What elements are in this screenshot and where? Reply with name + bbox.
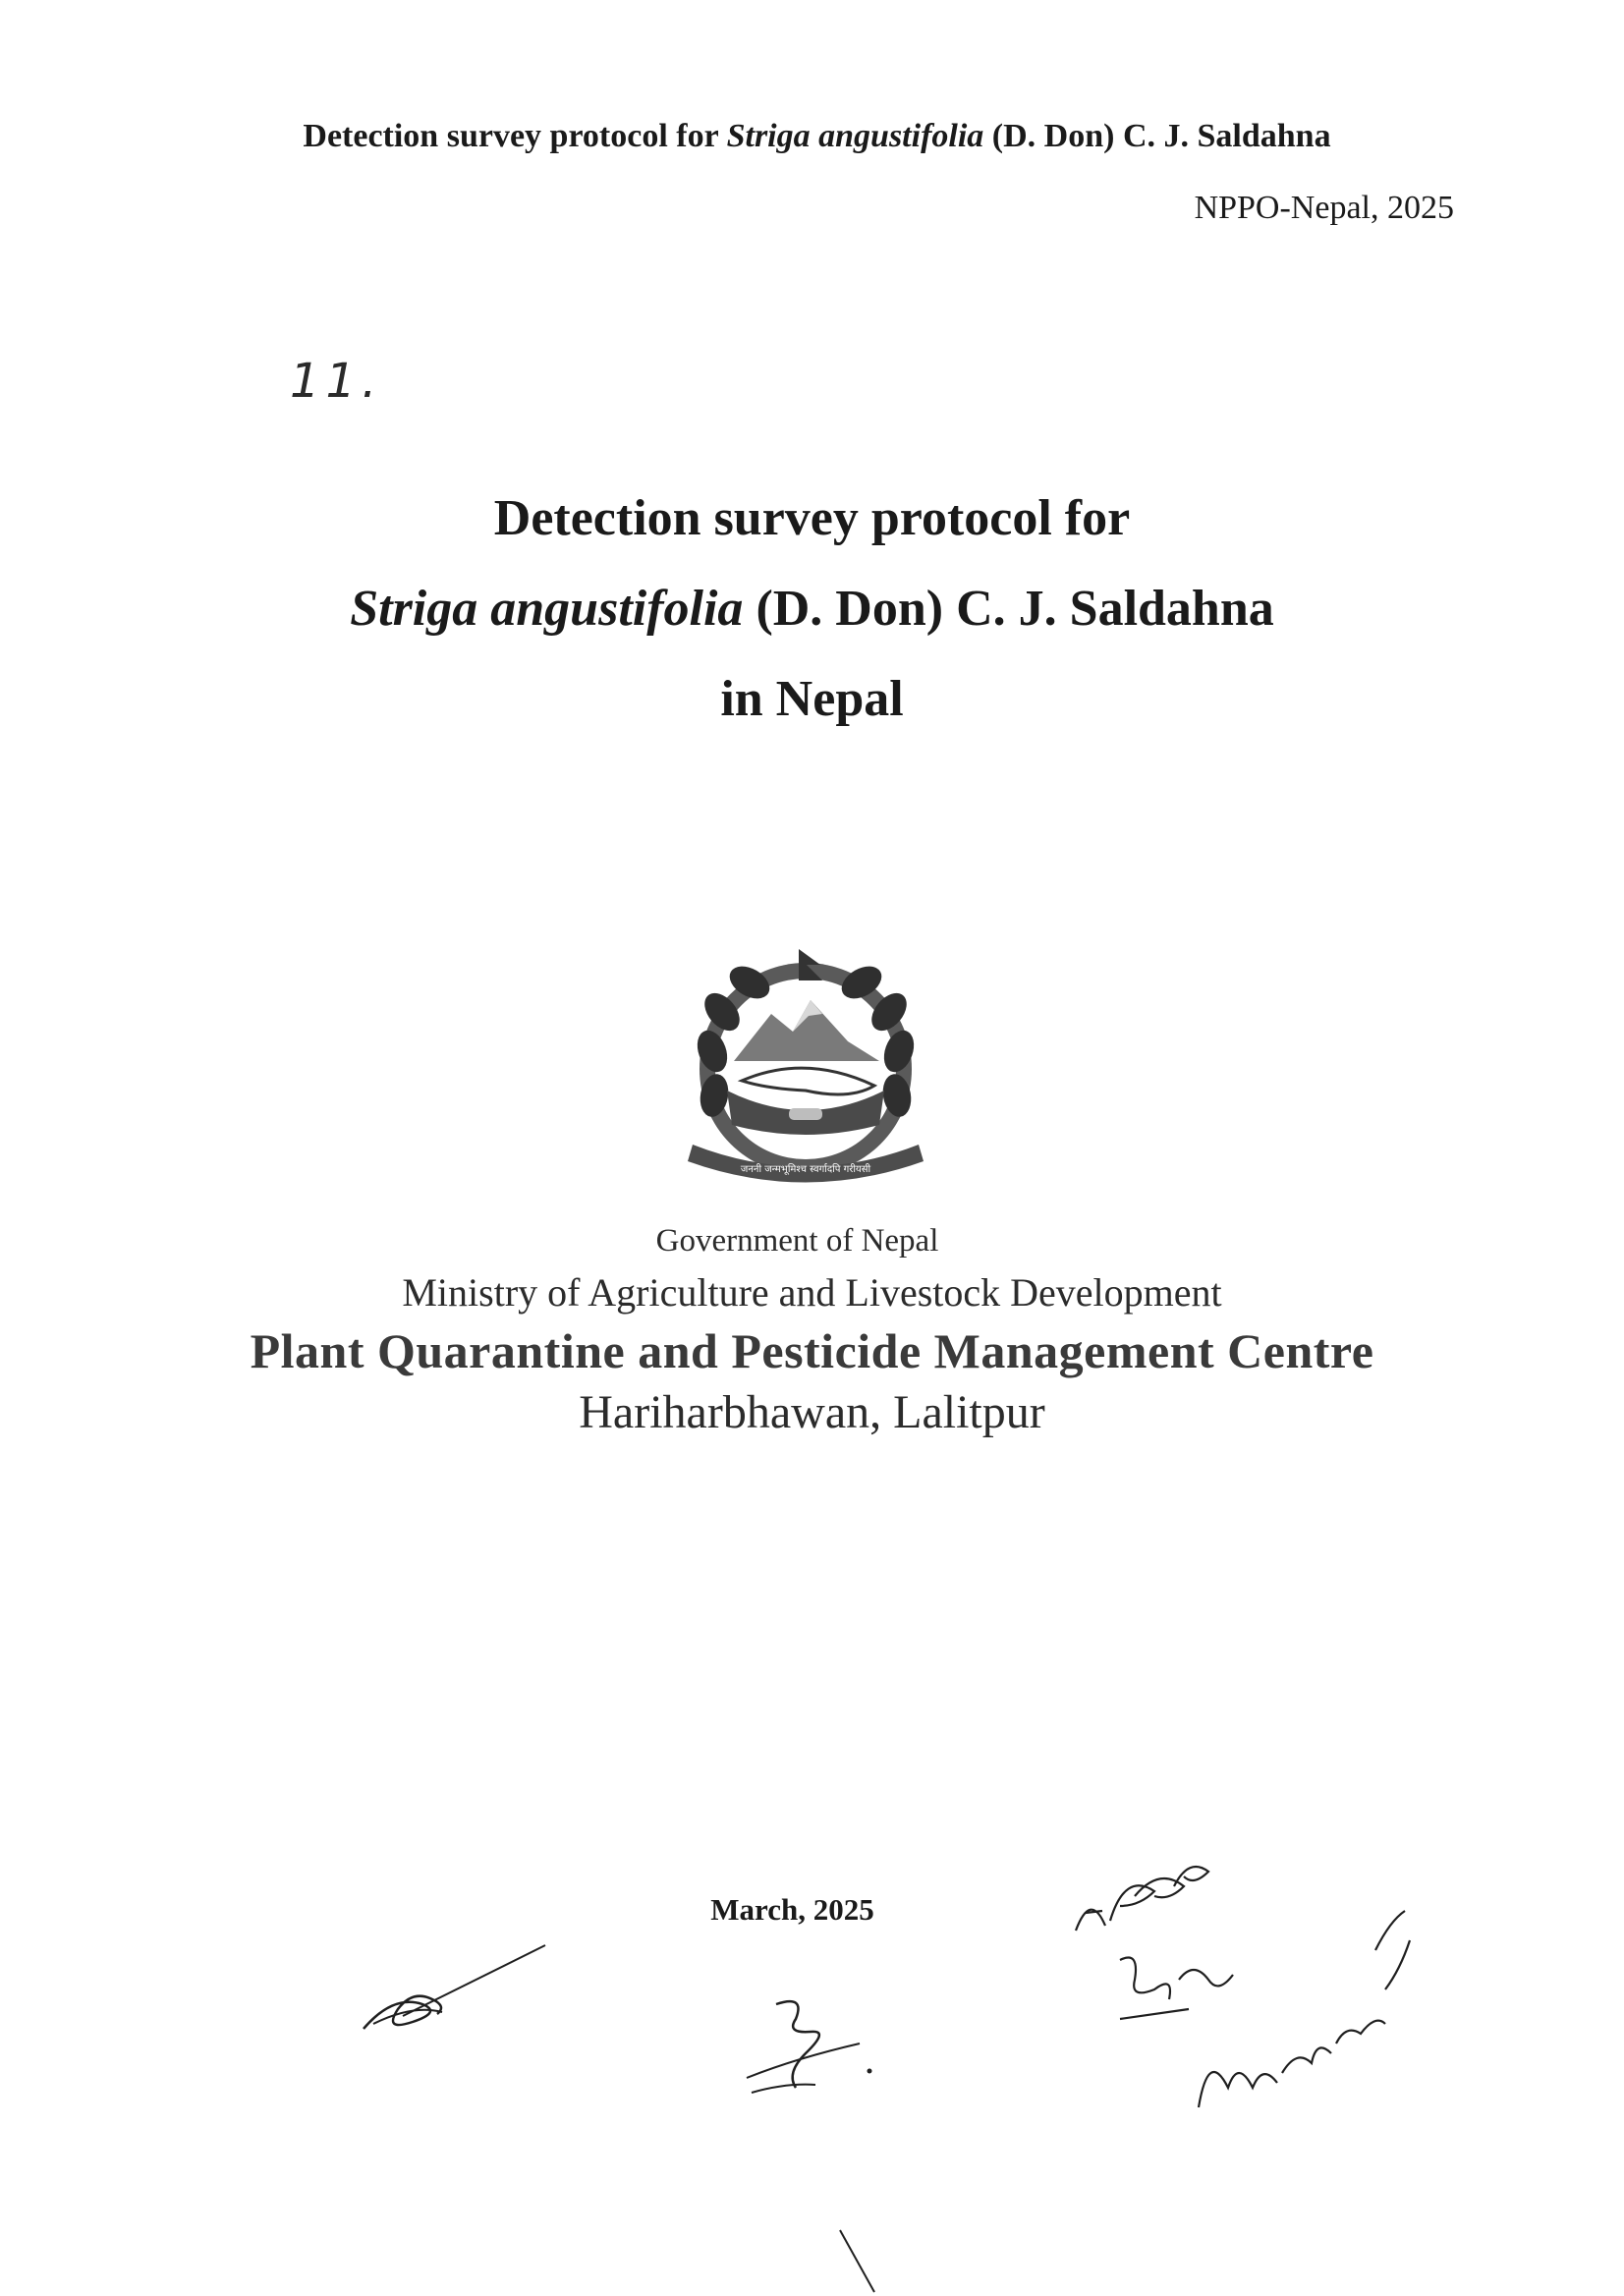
header-title-prefix: Detection survey protocol for bbox=[303, 118, 727, 154]
ministry-name: Ministry of Agriculture and Livestock Development bbox=[402, 1270, 1222, 1315]
main-title-line-2 bbox=[0, 581, 1624, 637]
approval-signature bbox=[1061, 1852, 1415, 2147]
government-name: Government of Nepal bbox=[655, 1223, 939, 1259]
main-title-line-3: in Nepal bbox=[720, 671, 904, 727]
main-title-authority: (D. Don) C. J. Saldahna bbox=[743, 581, 1274, 637]
signature-2 bbox=[737, 1985, 884, 2102]
centre-name: Plant Quarantine and Pesticide Management Centre bbox=[250, 1323, 1374, 1378]
emblem-motto: जननी जन्मभूमिश्च स्वर्गादपि गरीयसी bbox=[740, 1164, 871, 1175]
running-header-title bbox=[0, 118, 1624, 155]
running-header-org-year: NPPO-Nepal, 2025 bbox=[1194, 190, 1454, 226]
publication-date: March, 2025 bbox=[710, 1892, 874, 1927]
main-title-species: Striga angustifolia bbox=[350, 581, 744, 637]
pen-mark bbox=[835, 2225, 879, 2296]
centre-address: Hariharbhawan, Lalitpur bbox=[579, 1386, 1045, 1438]
signature-1 bbox=[354, 1935, 550, 2044]
main-title-line-1: Detection survey protocol for bbox=[493, 490, 1131, 546]
header-title-suffix: (D. Don) C. J. Saldahna bbox=[983, 118, 1331, 154]
nepal-emblem-icon bbox=[673, 943, 938, 1189]
handwritten-page-number: 11. bbox=[290, 354, 383, 409]
header-title-species: Striga angustifolia bbox=[726, 118, 984, 154]
